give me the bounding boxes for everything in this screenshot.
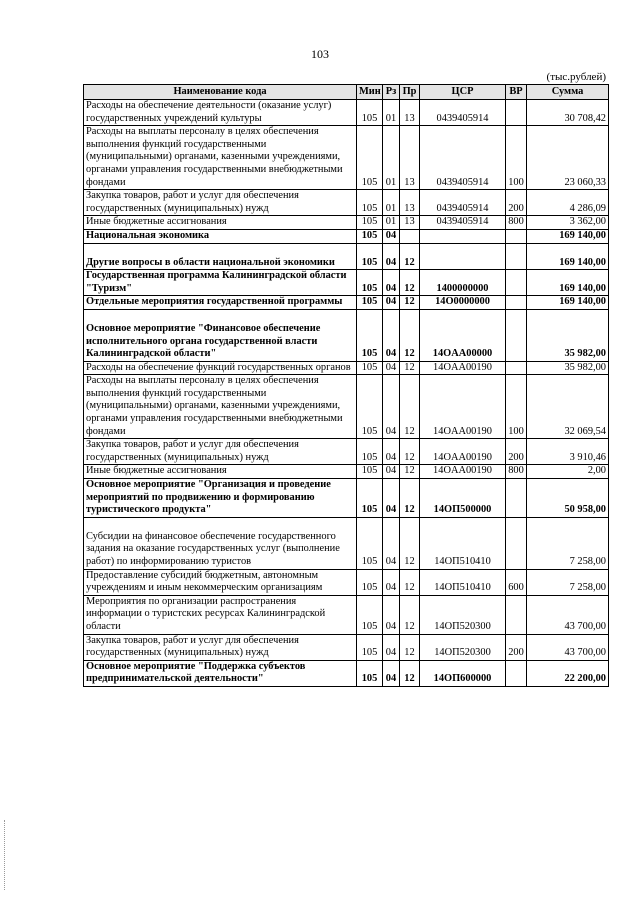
table-row xyxy=(84,479,609,518)
cell-sum: 169 140,00 xyxy=(527,229,609,243)
cell-min: 105 xyxy=(357,517,383,569)
cell-pr: 12 xyxy=(400,660,420,686)
cell-rz: 04 xyxy=(383,375,400,439)
cell-min: 105 xyxy=(357,229,383,243)
cell-pr: 12 xyxy=(400,569,420,595)
cell-rz: 04 xyxy=(383,270,400,296)
cell-name: Основное мероприятие "Организация и проведение мероприятий по продвижению и формированию туристического продукта" xyxy=(84,479,357,518)
cell-rz: 01 xyxy=(383,190,400,216)
header-vr: ВР xyxy=(506,85,527,100)
cell-sum: 43 700,00 xyxy=(527,595,609,634)
cell-name: Расходы на обеспечение деятельности (оказание услуг) государственных учреждений культуры xyxy=(84,100,357,126)
table-row xyxy=(84,190,609,216)
cell-csr: 14OП600000 xyxy=(420,660,506,686)
cell-pr: 12 xyxy=(400,375,420,439)
cell-vr: 200 xyxy=(506,634,527,660)
cell-name: Основное мероприятие "Финансовое обеспечение исполнительного органа государственной власти Калининградской области" xyxy=(84,309,357,361)
cell-min: 105 xyxy=(357,243,383,270)
cell-csr: 14OAA00190 xyxy=(420,465,506,479)
cell-min: 105 xyxy=(357,375,383,439)
cell-sum: 23 060,33 xyxy=(527,126,609,190)
cell-min: 105 xyxy=(357,361,383,375)
cell-rz: 04 xyxy=(383,296,400,310)
cell-min: 105 xyxy=(357,465,383,479)
cell-rz: 04 xyxy=(383,517,400,569)
cell-pr: 12 xyxy=(400,439,420,465)
cell-min: 105 xyxy=(357,100,383,126)
cell-pr: 12 xyxy=(400,243,420,270)
cell-rz: 04 xyxy=(383,309,400,361)
cell-csr: 0439405914 xyxy=(420,190,506,216)
cell-sum: 7 258,00 xyxy=(527,517,609,569)
table-row xyxy=(84,126,609,190)
cell-name: Расходы на выплаты персоналу в целях обеспечения выполнения функций государственными (муниципальными) органами, казенными учреждениями, органами управления государственными внебюджетными фондами xyxy=(84,126,357,190)
cell-min: 105 xyxy=(357,216,383,230)
cell-pr: 12 xyxy=(400,517,420,569)
cell-rz: 04 xyxy=(383,229,400,243)
page-number: 103 xyxy=(311,47,329,61)
cell-name: Расходы на выплаты персоналу в целях обеспечения выполнения функций государственными (муниципальными) органами, казенными учреждениями, органами управления государственными внебюджетными фондами xyxy=(84,375,357,439)
cell-csr xyxy=(420,243,506,270)
cell-rz: 04 xyxy=(383,243,400,270)
cell-pr: 12 xyxy=(400,634,420,660)
cell-rz: 04 xyxy=(383,595,400,634)
cell-rz: 04 xyxy=(383,634,400,660)
cell-rz: 01 xyxy=(383,216,400,230)
cell-vr xyxy=(506,229,527,243)
cell-vr xyxy=(506,100,527,126)
cell-pr: 13 xyxy=(400,190,420,216)
cell-min: 105 xyxy=(357,309,383,361)
cell-min: 105 xyxy=(357,479,383,518)
cell-pr: 13 xyxy=(400,126,420,190)
cell-sum: 4 286,09 xyxy=(527,190,609,216)
cell-csr xyxy=(420,229,506,243)
cell-csr: 14OAA00000 xyxy=(420,309,506,361)
table-row xyxy=(84,569,609,595)
cell-csr: 14OП520300 xyxy=(420,634,506,660)
cell-sum: 2,00 xyxy=(527,465,609,479)
table-row xyxy=(84,270,609,296)
cell-sum: 43 700,00 xyxy=(527,634,609,660)
table-row xyxy=(84,309,609,361)
cell-pr: 13 xyxy=(400,216,420,230)
cell-csr: 14OП520300 xyxy=(420,595,506,634)
cell-pr: 12 xyxy=(400,595,420,634)
cell-pr: 13 xyxy=(400,100,420,126)
cell-vr xyxy=(506,479,527,518)
table-row xyxy=(84,465,609,479)
cell-name: Закупка товаров, работ и услуг для обеспечения государственных (муниципальных) нужд xyxy=(84,634,357,660)
cell-rz: 04 xyxy=(383,439,400,465)
cell-min: 105 xyxy=(357,634,383,660)
cell-pr xyxy=(400,229,420,243)
table-row xyxy=(84,229,609,243)
cell-vr: 100 xyxy=(506,126,527,190)
cell-rz: 04 xyxy=(383,465,400,479)
cell-csr: 1400000000 xyxy=(420,270,506,296)
cell-csr: 14OП510410 xyxy=(420,517,506,569)
cell-pr: 12 xyxy=(400,309,420,361)
table-row xyxy=(84,216,609,230)
cell-min: 105 xyxy=(357,595,383,634)
cell-sum: 7 258,00 xyxy=(527,569,609,595)
cell-name: Основное мероприятие "Поддержка субъектов предпринимательской деятельности" xyxy=(84,660,357,686)
budget-table xyxy=(83,84,609,687)
cell-vr xyxy=(506,595,527,634)
cell-min: 105 xyxy=(357,439,383,465)
table-row xyxy=(84,660,609,686)
cell-vr xyxy=(506,517,527,569)
cell-sum: 22 200,00 xyxy=(527,660,609,686)
cell-vr xyxy=(506,361,527,375)
cell-csr: 14OП500000 xyxy=(420,479,506,518)
cell-pr: 12 xyxy=(400,296,420,310)
table-row xyxy=(84,517,609,569)
cell-rz: 04 xyxy=(383,361,400,375)
cell-vr: 800 xyxy=(506,216,527,230)
cell-min: 105 xyxy=(357,190,383,216)
cell-pr: 12 xyxy=(400,361,420,375)
units-note: (тыс.рублей) xyxy=(546,71,606,83)
cell-sum: 50 958,00 xyxy=(527,479,609,518)
cell-sum: 3 910,46 xyxy=(527,439,609,465)
cell-csr: 14O0000000 xyxy=(420,296,506,310)
table-header-row xyxy=(84,85,609,100)
cell-sum: 169 140,00 xyxy=(527,270,609,296)
table-row xyxy=(84,439,609,465)
cell-name: Национальная экономика xyxy=(84,229,357,243)
cell-vr: 200 xyxy=(506,439,527,465)
cell-name: Расходы на обеспечение функций государственных органов xyxy=(84,361,357,375)
table-row xyxy=(84,100,609,126)
cell-rz: 04 xyxy=(383,660,400,686)
cell-name: Мероприятия по организации распространения информации о туристских ресурсах Калининградской области xyxy=(84,595,357,634)
cell-name: Иные бюджетные ассигнования xyxy=(84,465,357,479)
cell-csr: 14OAA00190 xyxy=(420,439,506,465)
header-sum: Сумма xyxy=(527,85,609,100)
cell-vr: 800 xyxy=(506,465,527,479)
cell-csr: 0439405914 xyxy=(420,126,506,190)
cell-sum: 35 982,00 xyxy=(527,361,609,375)
cell-name: Государственная программа Калининградской области "Туризм" xyxy=(84,270,357,296)
cell-rz: 01 xyxy=(383,126,400,190)
table-row xyxy=(84,361,609,375)
cell-name: Другие вопросы в области национальной экономики xyxy=(84,243,357,270)
cell-sum: 35 982,00 xyxy=(527,309,609,361)
table-row xyxy=(84,375,609,439)
cell-csr: 0439405914 xyxy=(420,216,506,230)
header-min: Мин xyxy=(357,85,383,100)
header-name: Наименование кода xyxy=(84,85,357,100)
cell-name: Субсидии на финансовое обеспечение государственного задания на оказание государственных услуг (выполнение работ) по информированию туристов xyxy=(84,517,357,569)
header-pr: Пр xyxy=(400,85,420,100)
cell-vr: 600 xyxy=(506,569,527,595)
cell-pr: 12 xyxy=(400,479,420,518)
cell-vr xyxy=(506,270,527,296)
cell-name: Иные бюджетные ассигнования xyxy=(84,216,357,230)
table-row xyxy=(84,243,609,270)
cell-vr xyxy=(506,243,527,270)
cell-vr: 200 xyxy=(506,190,527,216)
cell-sum: 169 140,00 xyxy=(527,296,609,310)
cell-rz: 01 xyxy=(383,100,400,126)
cell-min: 105 xyxy=(357,126,383,190)
cell-vr xyxy=(506,660,527,686)
cell-sum: 169 140,00 xyxy=(527,243,609,270)
cell-pr: 12 xyxy=(400,270,420,296)
table-row xyxy=(84,296,609,310)
cell-csr: 14OП510410 xyxy=(420,569,506,595)
cell-csr: 0439405914 xyxy=(420,100,506,126)
cell-sum: 30 708,42 xyxy=(527,100,609,126)
header-rz: Рз xyxy=(383,85,400,100)
header-csr: ЦСР xyxy=(420,85,506,100)
cell-name: Отдельные мероприятия государственной программы xyxy=(84,296,357,310)
table-body xyxy=(84,100,609,687)
cell-csr: 14OAA00190 xyxy=(420,361,506,375)
cell-csr: 14OAA00190 xyxy=(420,375,506,439)
cell-vr xyxy=(506,309,527,361)
cell-name: Предоставление субсидий бюджетным, автономным учреждениям и иным некоммерческим организациям xyxy=(84,569,357,595)
table-row xyxy=(84,595,609,634)
margin-marks xyxy=(4,820,8,890)
cell-rz: 04 xyxy=(383,569,400,595)
cell-min: 105 xyxy=(357,569,383,595)
cell-min: 105 xyxy=(357,270,383,296)
cell-min: 105 xyxy=(357,296,383,310)
cell-pr: 12 xyxy=(400,465,420,479)
cell-min: 105 xyxy=(357,660,383,686)
cell-sum: 3 362,00 xyxy=(527,216,609,230)
cell-rz: 04 xyxy=(383,479,400,518)
cell-vr: 100 xyxy=(506,375,527,439)
cell-vr xyxy=(506,296,527,310)
cell-sum: 32 069,54 xyxy=(527,375,609,439)
table-row xyxy=(84,634,609,660)
cell-name: Закупка товаров, работ и услуг для обеспечения государственных (муниципальных) нужд xyxy=(84,439,357,465)
cell-name: Закупка товаров, работ и услуг для обеспечения государственных (муниципальных) нужд xyxy=(84,190,357,216)
